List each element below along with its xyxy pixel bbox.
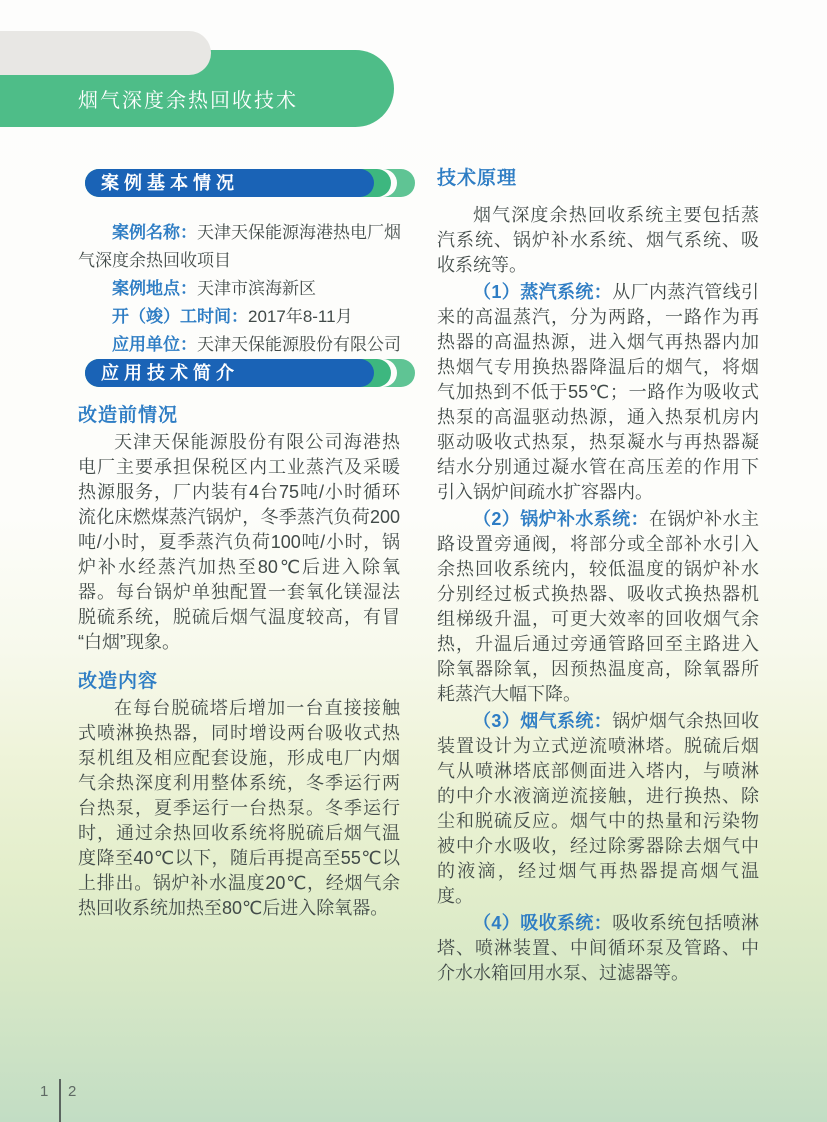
case-info-row [78, 331, 410, 359]
header-gray-ribbon [0, 31, 211, 75]
case-time-value: 2017年8-11月 [248, 307, 353, 326]
case-location-label: 案例地点： [112, 279, 197, 298]
paragraph-feedwater-system [437, 507, 759, 707]
case-company-value: 天津天保能源股份有限公司 [197, 335, 401, 354]
item-body-feedwater: 在锅炉补水主路设置旁通阀，将部分或全部补水引入余热回收系统内，较低温度的锅炉补水分别经过板式换热器、吸收式换热器机组梯级升温，可更大效率的回收烟气余热，升温后通过旁通管路回至主路进入除氧器除氧，因预热温度高，除氧器所耗蒸汽大幅下降。 [437, 509, 759, 704]
heading-tech-principle: 技术原理 [437, 168, 518, 189]
case-info-row [78, 275, 410, 303]
page-number-right: 2 [68, 1083, 77, 1100]
item-body-steam: 从厂内蒸汽管线引来的高温蒸汽，分为两路，一路作为再热器的高温热源，进入烟气再热器内加热烟气专用换热器降温后的烟气，将烟气加热到不低于55℃；一路作为吸收式热泵的高温驱动热源，通入热泵机房内驱动吸收式热泵，热泵凝水与再热器凝结水分别通过凝水管在高压差的作用下引入锅炉间疏水扩容器内。 [437, 282, 759, 502]
paragraph-steam-system [437, 280, 759, 505]
case-company-label: 应用单位： [112, 335, 197, 354]
case-info-row [78, 303, 410, 331]
heading-retrofit-content: 改造内容 [78, 671, 159, 692]
page-number-divider [59, 1079, 61, 1122]
item-label-fluegas: （3）烟气系统： [473, 711, 613, 731]
case-info-row [78, 219, 410, 275]
case-name-label: 案例名称： [112, 223, 197, 242]
item-label-steam: （1）蒸汽系统： [473, 282, 613, 302]
case-location-value: 天津市滨海新区 [197, 279, 316, 298]
page-number-left: 1 [40, 1083, 49, 1100]
paragraph-retrofit-content: 在每台脱硫塔后增加一台直接接触式喷淋换热器，同时增设两台吸收式热泵机组及相应配套设施，形成电厂内烟气余热深度利用整体系统，冬季运行两台热泵，夏季运行一台热泵。冬季运行时，通过余热回收系统将脱硫后烟气温度降至40℃以下，随后再提高至55℃以上排出。锅炉补水温度20℃，经烟气余热回收系统加热至80℃后进入除氧器。 [78, 698, 400, 918]
page-title: 烟气深度余热回收技术 [78, 90, 298, 112]
banner-label: 案例基本情况 [101, 173, 239, 193]
item-label-absorption: （4）吸收系统： [473, 913, 613, 933]
section-banner-case-info [85, 169, 417, 197]
item-body-fluegas: 锅炉烟气余热回收装置设计为立式逆流喷淋塔。脱硫后烟气从喷淋塔底部侧面进入塔内，与喷淋的中介水液滴逆流接触，进行换热、除尘和脱硫反应。烟气中的热量和污染物被中介水吸收，经过除雾器除去烟气中的液滴，经过烟气再热器提高烟气温度。 [437, 711, 759, 906]
paragraph-absorption-system [437, 911, 759, 986]
tech-principle-column [437, 163, 759, 986]
case-info-block [78, 219, 410, 359]
paragraph-tech-intro: 烟气深度余热回收系统主要包括蒸汽系统、锅炉补水系统、烟气系统、吸收系统等。 [437, 205, 759, 275]
case-time-label: 开（竣）工时间： [112, 307, 248, 326]
paragraph-fluegas-system [437, 709, 759, 909]
heading-before-retrofit: 改造前情况 [78, 405, 179, 426]
case-name-value: 天津天保能源海港热电厂烟气深度余热回收项目 [78, 223, 401, 270]
section-banner-tech-intro [85, 359, 417, 387]
item-body-absorption: 吸收系统包括喷淋塔、喷淋装置、中间循环泵及管路、中介水水箱回用水泵、过滤器等。 [437, 913, 759, 983]
item-label-feedwater: （2）锅炉补水系统： [473, 509, 649, 529]
banner-label: 应用技术简介 [101, 363, 239, 383]
paragraph-before-retrofit: 天津天保能源股份有限公司海港热电厂主要承担保税区内工业蒸汽及采暖热源服务，厂内装有4台75吨/小时循环流化床燃煤蒸汽锅炉，冬季蒸汽负荷200吨/小时，夏季蒸汽负荷100吨/小时，锅炉补水经蒸汽加热至80℃后进入除氧器。每台锅炉单独配置一套氧化镁湿法脱硫系统，脱硫后烟气温度较高，有冒“白烟”现象。 [78, 432, 400, 652]
